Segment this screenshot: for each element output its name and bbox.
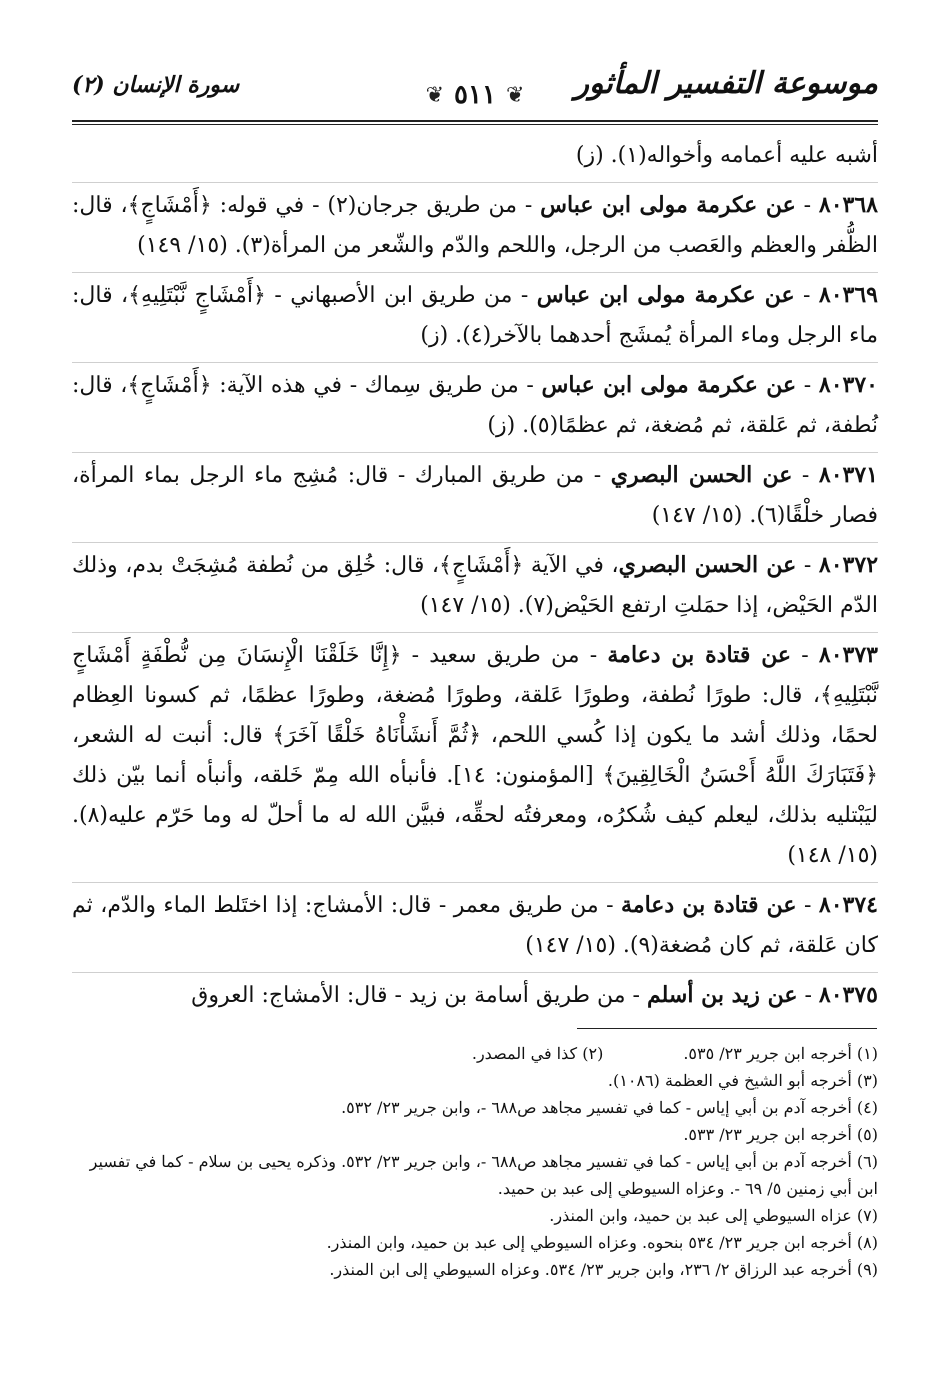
narration-number: ٨٠٣٧٥ (818, 982, 878, 1008)
narration-80371: ٨٠٣٧١ - عن الحسن البصري - من طريق المبارك - قال: مُشِج ماء الرجل بماء المرأة، فصار خلْقًا(٦). (١٥/ ١٤٧) (72, 455, 878, 543)
footnote-8: (٨) أخرجه ابن جرير ٢٣/ ٥٣٤ بنحوه. وعزاه السيوطي إلى عبد بن حميد، وابن المنذر. (326, 1233, 878, 1252)
narration-number: ٨٠٣٧١ (818, 462, 878, 488)
narration-number: ٨٠٣٦٩ (818, 282, 878, 308)
header-rule (72, 120, 878, 122)
ornament-left-icon: ❦ (425, 82, 445, 108)
footnotes (72, 1040, 878, 1283)
narration-80368: ٨٠٣٦٨ - عن عكرمة مولى ابن عباس - من طريق جرجان(٢) - في قوله: ﴿أَمْشَاجٍ﴾، قال: الظُّفر والعظم والعَصب من الرجل، واللحم والدّم والشّعر من المرأة(٣). (١٥/ ١٤٩) (72, 185, 878, 273)
narrator: عن قتادة بن دعامة (620, 892, 797, 918)
narrator: عن الحسن البصري (610, 462, 793, 488)
footnote-3: (٣) أخرجه أبو الشيخ في العظمة (١٠٨٦). (607, 1071, 878, 1090)
surah-title: سورة الإنسان (٢) (72, 72, 240, 98)
narrator: عن زيد بن أسلم (646, 982, 798, 1008)
narration-number: ٨٠٣٧٤ (818, 892, 878, 918)
footnote-separator (577, 1028, 877, 1029)
narration-80370: ٨٠٣٧٠ - عن عكرمة مولى ابن عباس - من طريق سِماك - في هذه الآية: ﴿أَمْشَاجٍ﴾، قال: نُطفة، ثم عَلقة، ثم مُضغة، ثم عظمًا(٥). (ز) (72, 365, 878, 453)
body-text (72, 136, 878, 1024)
footnote-9: (٩) أخرجه عبد الرزاق ٢/ ٢٣٦، وابن جرير ٢٣/ ٥٣٤. وعزاه السيوطي إلى ابن المنذر. (329, 1260, 878, 1279)
footnote-1: (١) أخرجه ابن جرير ٢٣/ ٥٣٥. (683, 1044, 878, 1063)
narrator: عن عكرمة مولى ابن عباس (536, 282, 795, 308)
footnote-6: (٦) أخرجه آدم بن أبي إياس - كما في تفسير مجاهد ص٦٨٨ -، وابن جرير ٢٣/ ٥٣٢. وذكره يحيى بن سلام - كما في تفسير ابن أبي زمنين ٥/ ٦٩ -. وعزاه السيوطي إلى عبد بن حميد. (89, 1152, 878, 1198)
footnote-7: (٧) عزاه السيوطي إلى عبد بن حميد، وابن المنذر. (549, 1206, 878, 1225)
narration-number: ٨٠٣٧٢ (818, 552, 879, 578)
narrator: عن عكرمة مولى ابن عباس (541, 372, 797, 398)
narration-text: - من طريق سِماك - في هذه الآية: ﴿أَمْشَاجٍ﴾، قال: نُطفة، ثم عَلقة، ثم مُضغة، ثم عظمًا(٥). (ز) (72, 373, 878, 438)
footnote-4: (٤) أخرجه آدم بن أبي إياس - كما في تفسير مجاهد ص٦٨٨ -، وابن جرير ٢٣/ ٥٣٢. (341, 1098, 878, 1117)
narrator: عن الحسن البصري (618, 552, 797, 578)
narration-text: ، في الآية ﴿أَمْشَاجٍ﴾، قال: خُلِق من نُطفة مُشِجَتْ بدم، وذلك الدّم الحَيْض، إذا حمَلتِ ارتفع الحَيْض(٧). (١٥/ ١٤٧) (72, 553, 878, 618)
narration-number: ٨٠٣٧٠ (818, 372, 878, 398)
narration-80373: ٨٠٣٧٣ - عن قتادة بن دعامة - من طريق سعيد - ﴿إِنَّا خَلَقْنَا الْإِنسَانَ مِن نُّطْفَةٍ أَمْشَاجٍ نَّبْتَلِيهِ﴾، قال: طورًا نُطفة، وطورًا عَلقة، وطورًا مُضغة، وطورًا عظمًا، ثم كسونا العِظام لحمًا، وذلك أشد ما يكون إذا كُسي اللحم، ﴿ثُمَّ أَنشَأْنَاهُ خَلْقًا آخَرَ﴾ قال: أنبت له الشعر، ﴿فَتَبَارَكَ اللَّهُ أَحْسَنُ الْخَالِقِينَ﴾ [المؤمنون: ١٤]. فأنبأه الله مِمّ خَلقه، وأنبأه أنما بيّن ذلك ليَبْتليه بذلك، ليعلم كيف شُكرُه، ومعرفتُه لحقِّه، فبيَّن الله له ما أحلّ له وما حَرّم عليه(٨). (١٥/ ١٤٨) (72, 635, 878, 883)
narration-text: - من طريق معمر - قال: الأمشاج: إذا اختَلط الماء والدّم، ثم كان عَلقة، ثم كان مُضغة(٩). (١٥/ ١٤٧) (72, 893, 878, 958)
narration-text: - من طريق جرجان(٢) - في قوله: ﴿أَمْشَاجٍ﴾، قال: الظُّفر والعظم والعَصب من الرجل، واللحم والدّم والشّعر من المرأة(٣). (١٥/ ١٤٩) (72, 193, 878, 258)
narration-text: - من طريق المبارك - قال: مُشِج ماء الرجل بماء المرأة، فصار خلْقًا(٦). (١٥/ ١٤٧) (72, 463, 878, 528)
page-header (72, 60, 878, 122)
narration-80369: ٨٠٣٦٩ - عن عكرمة مولى ابن عباس - من طريق ابن الأصبهاني - ﴿أَمْشَاجٍ نَّبْتَلِيهِ﴾، قال: ماء الرجل وماء المرأة يُمشَج أحدهما بالآخر(٤). (ز) (72, 275, 878, 363)
footnote-2: (٢) كذا في المصدر. (471, 1044, 604, 1063)
narration-text: - من طريق سعيد - ﴿إِنَّا خَلَقْنَا الْإِنسَانَ مِن نُّطْفَةٍ أَمْشَاجٍ نَّبْتَلِيهِ﴾، قال: طورًا نُطفة، وطورًا عَلقة، وطورًا مُضغة، وطورًا عظمًا، ثم كسونا العِظام لحمًا، وذلك أشد ما يكون إذا كُسي اللحم، ﴿ثُمَّ أَنشَأْنَاهُ خَلْقًا آخَرَ﴾ قال: أنبت له الشعر، ﴿فَتَبَارَكَ اللَّهُ أَحْسَنُ الْخَالِقِينَ﴾ [المؤمنون: ١٤]. فأنبأه الله مِمّ خَلقه، وأنبأه أنما بيّن ذلك ليَبْتليه بذلك، ليعلم كيف شُكرُه، ومعرفتُه لحقِّه، فبيَّن الله له ما أحلّ له وما حَرّم عليه(٨). (١٥/ ١٤٨) (72, 643, 878, 868)
narration-number: ٨٠٣٧٣ (818, 642, 878, 668)
header-rule-thin (72, 124, 878, 125)
narration-80375: ٨٠٣٧٥ - عن زيد بن أسلم - من طريق أسامة بن زيد - قال: الأمشاج: العروق (191, 982, 878, 1008)
book-title: موسوعة التفسير المأثور (574, 66, 878, 101)
page-number-block (426, 80, 525, 110)
narration-text: - من طريق أسامة بن زيد - قال: الأمشاج: العروق (191, 983, 647, 1008)
narration-text: - من طريق ابن الأصبهاني - ﴿أَمْشَاجٍ نَّبْتَلِيهِ﴾، قال: ماء الرجل وماء المرأة يُمشَج أحدهما بالآخر(٤). (ز) (72, 283, 878, 348)
narrator: عن عكرمة مولى ابن عباس (540, 192, 796, 218)
narration-80374: ٨٠٣٧٤ - عن قتادة بن دعامة - من طريق معمر - قال: الأمشاج: إذا اختَلط الماء والدّم، ثم كان عَلقة، ثم كان مُضغة(٩). (١٥/ ١٤٧) (72, 885, 878, 973)
page-number: ٥١١ (454, 80, 496, 110)
narration-number: ٨٠٣٦٨ (818, 192, 878, 218)
paragraph-continuation: أشبه عليه أعمامه وأخواله(١). (ز) (72, 136, 878, 183)
narration-80372: ٨٠٣٧٢ - عن الحسن البصري، في الآية ﴿أَمْشَاجٍ﴾، قال: خُلِق من نُطفة مُشِجَتْ بدم، وذلك الدّم الحَيْض، إذا حمَلتِ ارتفع الحَيْض(٧). (١٥/ ١٤٧) (72, 545, 878, 633)
ornament-right-icon: ❦ (505, 82, 525, 108)
narrator: عن قتادة بن دعامة (607, 642, 792, 668)
footnote-5: (٥) أخرجه ابن جرير ٢٣/ ٥٣٣. (683, 1125, 878, 1144)
footnote-row (72, 1040, 878, 1067)
